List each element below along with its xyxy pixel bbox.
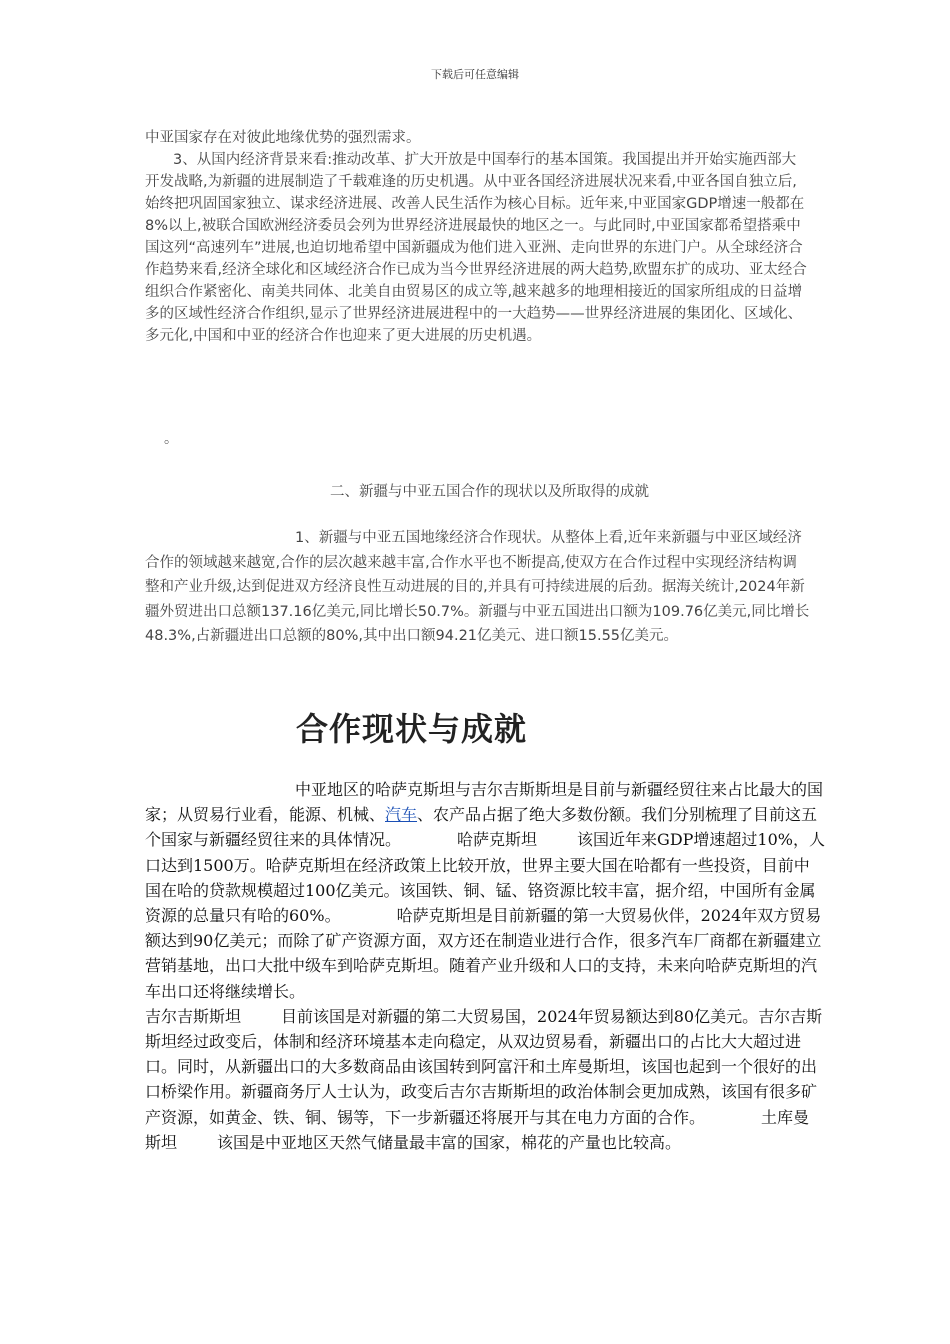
page-header: 下载后可任意编辑 <box>431 68 519 81</box>
article-title: 合作现状与成就 <box>296 710 528 748</box>
country-kazakhstan-name: 哈萨克斯坦 <box>457 830 538 850</box>
country-kazakhstan-text: 该国近年来GDP增速超过10%，人口达到1500万。哈萨克斯坦在经济政策上比较开放，世界主要大国在哈都有一些投资，目前中国在哈的贷款规模超过100亿美元。该国铁、铜、锰、铬资源比较丰富，据介绍，中国所有金属资源的总量只有哈的60%。 <box>145 830 825 926</box>
country-kyrgyzstan-text: 目前该国是对新疆的第二大贸易国，2024年贸易额达到80亿美元。吉尔吉斯斯坦经过政变后，体制和经济环境基本走向稳定，从双边贸易看，新疆出口的占比大大超过进口。同时，从新疆出口的大多数商品由该国转到阿富汗和土库曼斯坦，该国也起到一个很好的出口桥梁作用。新疆商务厅人士认为，政变后吉尔吉斯斯坦的政治体制会更加成熟，该国有很多矿产资源，如黄金、铁、铜、锡等，下一步新疆还将展开与其在电力方面的合作。 <box>145 1006 823 1127</box>
country-turkmenistan-text: 该国是中亚地区天然气储量最丰富的国家，棉花的产量也比较高。 <box>217 1132 682 1152</box>
paragraph-status <box>145 526 810 649</box>
country-kyrgyzstan-name: 吉尔吉斯斯坦 <box>145 1006 242 1026</box>
car-link[interactable]: 汽车 <box>385 805 418 825</box>
paragraph-domestic-background: 3、从国内经济背景来看:推动改革、扩大开放是中国奉行的基本国策。我国提出并开始实施西部大开发战略,为新疆的进展制造了千载难逢的历史机遇。从中亚各国经济进展状况来看,中亚各国自独立后,始终把巩固国家独立、谋求经济进展、改善人民生活作为核心目标。近年来,中亚国家GDP增速一般都在8%以上,被联合国欧洲经济委员会列为世界经济进展最快的地区之一。与此同时,中亚国家都希望搭乘中国这列“高速列车”进展,也迫切地希望中国新疆成为他们进入亚洲、走向世界的东进门户。从全球经济合作趋势来看,经济全球化和区域经济合作已成为当今世界经济进展的两大趋势,欧盟东扩的成功、亚太经合组织合作紧密化、南美共同体、北美自由贸易区的成立等,越来越多的地理相接近的国家所组成的日益增多的区域性经济合作组织,显示了世界经济进展进程中的一大趋势——世界经济进展的集团化、区域化、多元化,中国和中亚的经济合作也迎来了更大进展的历史机遇。 <box>145 152 807 344</box>
stray-period: 。 <box>164 431 178 447</box>
section-heading: 二、新疆与中亚五国合作的现状以及所取得的成就 <box>330 484 649 500</box>
paragraph-countries <box>145 777 825 1155</box>
paragraph-continuation: 中亚国家存在对彼此地缘优势的强烈需求。 <box>145 130 421 146</box>
paragraph-status-text: 1、新疆与中亚五国地缘经济合作现状。从整体上看,近年来新疆与中亚区域经济合作的领域越来越宽,合作的层次越来越丰富,合作水平也不断提高,使双方在合作过程中实现经济结构调整和产业升级,达到促进双方经济良性互动进展的目的,并具有可持续进展的后劲。据海关统计,2024年新疆外贸进出口总额137.16亿美元,同比增长50.7%。新疆与中亚五国进出口额为109.76亿美元,同比增长48.3%,占新疆进出口总额的80%,其中出口额94.21亿美元、进口额15.55亿美元。 <box>145 530 810 645</box>
intro-text-a: 中亚地区的哈萨克斯坦与吉尔吉斯斯坦是目前与新疆经贸往来占比最大的国家；从贸易行业看，能源、机械、 <box>145 780 824 825</box>
paragraph-background <box>145 127 810 347</box>
country-turkmenistan-name: 土库曼斯坦 <box>145 1107 810 1152</box>
intro-text-b: 、农产品占据了绝大多数份额。我们分别梳理了目前这五个国家与新疆经贸往来的具体情况。 <box>145 805 818 850</box>
country-kazakhstan-trade-text: 哈萨克斯坦是目前新疆的第一大贸易伙伴，2024年双方贸易额达到90亿美元；而除了矿产资源方面，双方还在制造业进行合作，很多汽车厂商都在新疆建立营销基地，出口大批中级车到哈萨克斯坦。随着产业升级和人口的支持，未来向哈萨克斯坦的汽车出口还将继续增长。 <box>145 906 822 1001</box>
